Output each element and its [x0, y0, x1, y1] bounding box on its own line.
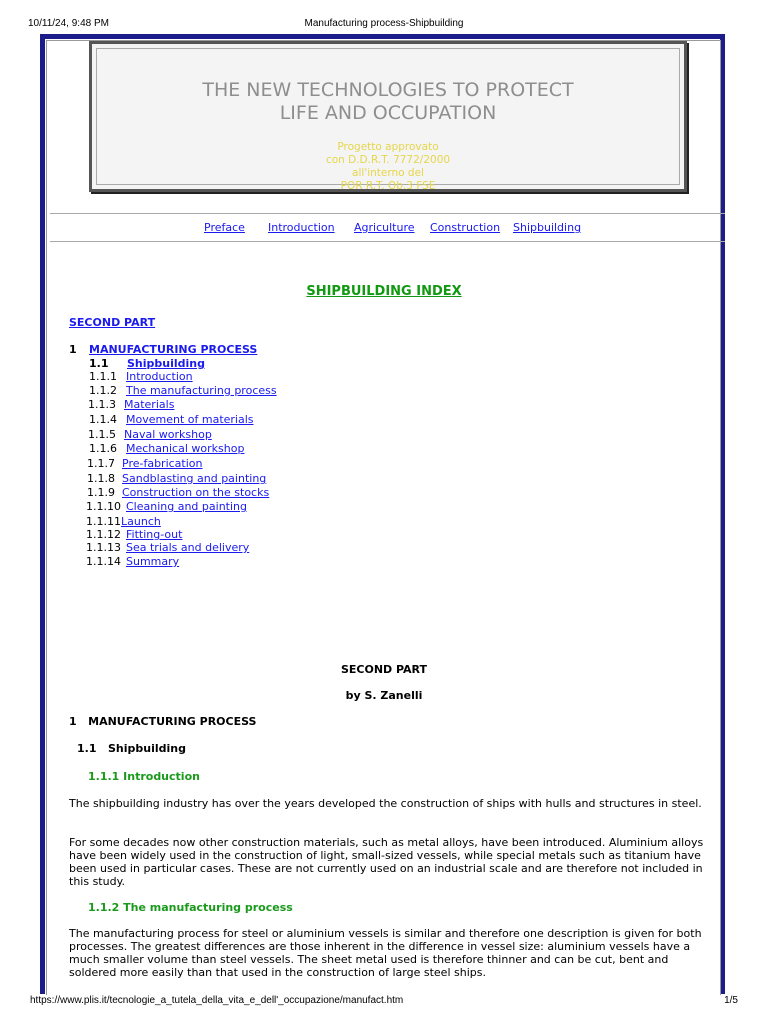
toc-item-number: 1.1.6 [89, 442, 117, 455]
toc-item-number: 1.1.7 [87, 457, 115, 470]
toc-item-number: 1.1.10 [86, 500, 121, 513]
toc-section-link[interactable]: Shipbuilding [127, 357, 205, 370]
nav-divider-bottom [50, 241, 725, 242]
toc-item-link[interactable]: Sea trials and delivery [126, 541, 250, 554]
toc-chapter-number: 1 [69, 343, 77, 356]
nav-link-construction[interactable]: Construction [430, 221, 501, 234]
banner-sub-line4: POR R.T. Ob.3 FSE [340, 180, 436, 192]
nav-link-preface[interactable]: Preface [204, 221, 245, 234]
subsection-heading-manufacturing-process: 1.1.2 The manufacturing process [88, 901, 293, 914]
toc-item-link[interactable]: Cleaning and painting [126, 500, 247, 513]
toc-item-link[interactable]: The manufacturing process [126, 384, 277, 397]
author-line: by S. Zanelli [345, 689, 423, 702]
paragraph-3: The manufacturing process for steel or aluminium vessels is similar and therefore one description is given for both processes. The greatest differences are those inherent in the difference in vessel size: aluminium vessels have a much smaller volume than steel vessels. The sheet metal used is therefore thinner and can be cut, bent and soldered more easily than that used in the construction of large steel ships. [69, 927, 702, 979]
nav-link-shipbuilding[interactable]: Shipbuilding [513, 221, 582, 234]
chapter-heading: 1 MANUFACTURING PROCESS [69, 715, 257, 728]
toc-item-link[interactable]: Launch [121, 515, 161, 528]
toc-item-link[interactable]: Materials [124, 398, 175, 411]
toc-item-link[interactable]: Construction on the stocks [122, 486, 270, 499]
part-title: SECOND PART [340, 663, 428, 676]
toc-item-link[interactable]: Movement of materials [126, 413, 254, 426]
section-heading: 1.1 Shipbuilding [77, 742, 186, 755]
nav-divider-top [50, 213, 725, 214]
toc-item-link[interactable]: Pre-fabrication [122, 457, 203, 470]
banner-subtitle [97, 141, 679, 193]
top-nav [0, 221, 768, 237]
banner-sub-line1: Progetto approvato [337, 141, 439, 153]
print-datetime: 10/11/24, 9:48 PM [28, 18, 109, 29]
banner-sub-line2: con D.D.R.T. 7772/2000 [325, 154, 451, 166]
toc-item-number: 1.1.12 [86, 528, 121, 541]
toc-item-link[interactable]: Summary [126, 555, 180, 568]
toc-item-number: 1.1.8 [87, 472, 115, 485]
index-title: SHIPBUILDING INDEX [306, 284, 462, 299]
nav-link-agriculture[interactable]: Agriculture [354, 221, 415, 234]
banner-inner [96, 48, 680, 192]
banner-title [97, 79, 679, 125]
toc-item-number: 1.1.9 [87, 486, 115, 499]
toc-chapter-link[interactable]: MANUFACTURING PROCESS [89, 343, 258, 356]
toc-item-number: 1.1.13 [86, 541, 121, 554]
toc-item-number: 1.1.3 [88, 398, 116, 411]
toc-item-number: 1.1.5 [88, 428, 116, 441]
subsection-heading-introduction: 1.1.1 Introduction [88, 770, 200, 783]
toc-item-number: 1.1.14 [86, 555, 121, 568]
banner-sub-line3: all'interno del [352, 167, 424, 179]
print-header [0, 18, 768, 32]
toc-item-link[interactable]: Sandblasting and painting [122, 472, 267, 485]
toc-item-link[interactable]: Naval workshop [124, 428, 212, 441]
toc-item-number: 1.1.4 [89, 413, 117, 426]
toc-item-number: 1.1.2 [89, 384, 117, 397]
banner [89, 41, 687, 192]
toc-section-number: 1.1 [89, 357, 109, 370]
paragraph-2: For some decades now other construction materials, such as metal alloys, have been introduced. Aluminium alloys have been widely used in the construction of light, small-sized vessels, while special metals such as titanium have been used in particular cases. These are not currently used on an industrial scale and are therefore not included in this study. [69, 836, 704, 888]
print-page-number: 1/5 [724, 995, 738, 1006]
toc-item-link[interactable]: Introduction [126, 370, 193, 383]
print-title: Manufacturing process-Shipbuilding [304, 18, 464, 29]
banner-title-line2: LIFE AND OCCUPATION [279, 102, 497, 124]
toc-item-number: 1.1.11 [86, 515, 121, 528]
banner-title-line1: THE NEW TECHNOLOGIES TO PROTECT [202, 79, 574, 101]
toc-item-number: 1.1.1 [89, 370, 117, 383]
toc-item-link[interactable]: Fitting-out [126, 528, 183, 541]
print-url: https://www.plis.it/tecnologie_a_tutela_della_vita_e_dell'_occupazione/manufact.htm [30, 995, 404, 1006]
index-second-part-link[interactable]: SECOND PART [69, 316, 156, 329]
paragraph-1: The shipbuilding industry has over the years developed the construction of ships with hulls and structures in steel. [69, 797, 702, 810]
nav-link-introduction[interactable]: Introduction [268, 221, 335, 234]
print-footer [0, 995, 768, 1009]
toc-item-link[interactable]: Mechanical workshop [126, 442, 245, 455]
